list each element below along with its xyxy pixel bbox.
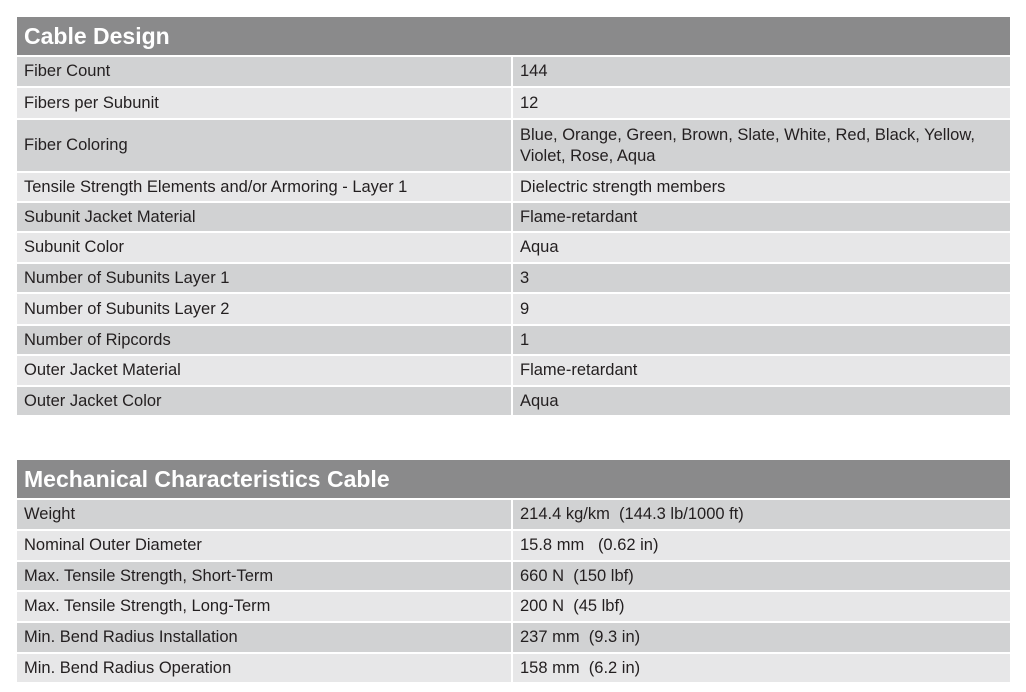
row-value: 214.4 kg/km (144.3 lb/1000 ft) — [513, 500, 1010, 529]
table-row — [17, 262, 1010, 292]
table-row — [17, 354, 1010, 385]
row-label: Max. Tensile Strength, Short-Term — [17, 562, 513, 590]
table-row — [17, 292, 1010, 324]
row-value: 15.8 mm (0.62 in) — [513, 531, 1010, 560]
row-value: 9 — [513, 294, 1010, 324]
row-value: 12 — [513, 88, 1010, 118]
row-label: Number of Subunits Layer 1 — [17, 264, 513, 292]
row-label: Outer Jacket Color — [17, 387, 513, 415]
row-label: Number of Ripcords — [17, 326, 513, 354]
row-label: Tensile Strength Elements and/or Armoring - Layer 1 — [17, 173, 513, 201]
cable-design-title: Cable Design — [17, 17, 1010, 55]
row-label: Outer Jacket Material — [17, 356, 513, 385]
row-value: Aqua — [513, 233, 1010, 262]
row-label: Weight — [17, 500, 513, 529]
row-label: Fiber Coloring — [17, 120, 513, 171]
row-value: 200 N (45 lbf) — [513, 592, 1010, 621]
mechanical-characteristics-table — [17, 460, 1010, 682]
row-value: Flame-retardant — [513, 203, 1010, 231]
row-value: 660 N (150 lbf) — [513, 562, 1010, 590]
table-row — [17, 590, 1010, 621]
table-row — [17, 529, 1010, 560]
table-row — [17, 498, 1010, 529]
row-value: 3 — [513, 264, 1010, 292]
row-label: Subunit Color — [17, 233, 513, 262]
table-row — [17, 55, 1010, 86]
table-row — [17, 324, 1010, 354]
mechanical-characteristics-title: Mechanical Characteristics Cable — [17, 460, 1010, 498]
row-value: Aqua — [513, 387, 1010, 415]
cable-design-table — [17, 17, 1010, 415]
row-label: Max. Tensile Strength, Long-Term — [17, 592, 513, 621]
row-label: Fiber Count — [17, 57, 513, 86]
table-row — [17, 118, 1010, 171]
row-label: Nominal Outer Diameter — [17, 531, 513, 560]
table-row — [17, 560, 1010, 590]
row-label: Subunit Jacket Material — [17, 203, 513, 231]
row-value: 1 — [513, 326, 1010, 354]
table-row — [17, 201, 1010, 231]
table-row — [17, 652, 1010, 682]
table-row — [17, 621, 1010, 652]
table-row — [17, 86, 1010, 118]
table-row — [17, 231, 1010, 262]
table-row — [17, 171, 1010, 201]
row-value: Blue, Orange, Green, Brown, Slate, White, Red, Black, Yellow, Violet, Rose, Aqua — [513, 120, 1010, 171]
row-value: Flame-retardant — [513, 356, 1010, 385]
table-row — [17, 385, 1010, 415]
row-value: 144 — [513, 57, 1010, 86]
row-label: Fibers per Subunit — [17, 88, 513, 118]
row-label: Number of Subunits Layer 2 — [17, 294, 513, 324]
row-value: 158 mm (6.2 in) — [513, 654, 1010, 682]
row-label: Min. Bend Radius Operation — [17, 654, 513, 682]
row-label: Min. Bend Radius Installation — [17, 623, 513, 652]
row-value: 237 mm (9.3 in) — [513, 623, 1010, 652]
row-value: Dielectric strength members — [513, 173, 1010, 201]
